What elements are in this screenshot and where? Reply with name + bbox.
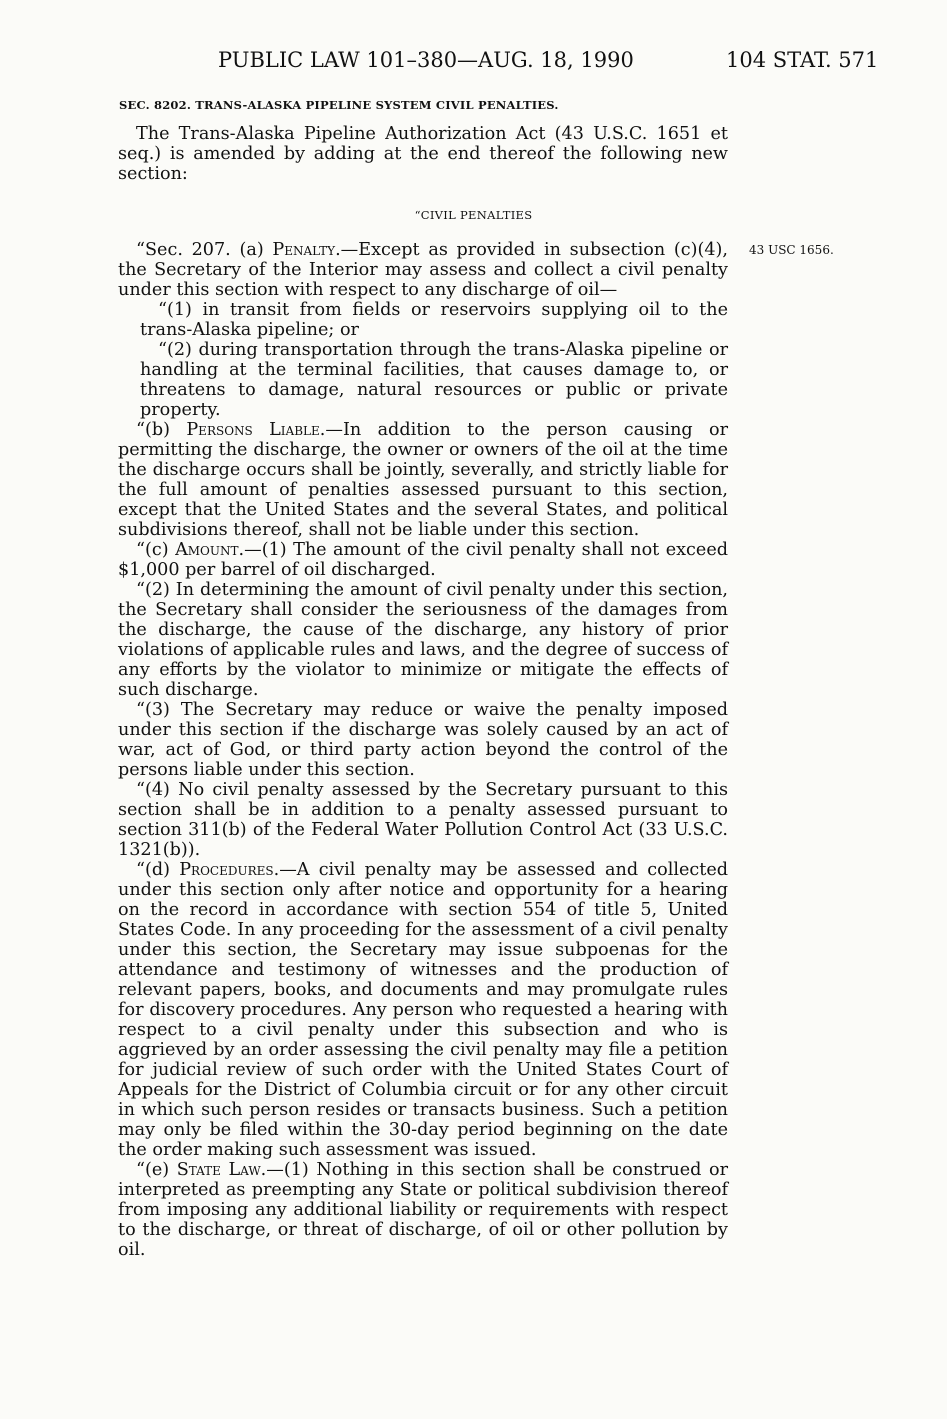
subsection-d-text: —A civil penalty may be assessed and collected under this section only after notice and opportunity for a hearing on the record in accordance with section 554 of title 5, United States Code. In any proceeding for the assessment of a civil penalty under this section, the Secretary may issue subpoenas for the attendance and testimony of witnesses and the production of relevant papers, books, and documents and may promulgate rules for discovery procedures. Any person who requested a hearing with respect to a civil penalty under this subsection and who is aggrieved by an order assessing the civil penalty may file a petition for judicial review of such order with the United States Court of Appeals for the District of Columbia circuit or for any other circuit in which such person resides or transacts business. Such a petition may only be filed within the 30-day period beginning on the date the order making such assessment was issued. — [118, 860, 729, 1160]
civil-penalties-heading: “CIVIL PENALTIES — [414, 208, 533, 222]
subsection-c-heading: Amount. — [175, 540, 245, 560]
paragraph-c4: “(4) No civil penalty assessed by the Secretary pursuant to this section shall be in addition to a penalty assessed pursuant to section 311(b) of the Federal Water Pollution Control Act (33 U.S.C. 1321(b)). — [118, 780, 728, 860]
paragraph-a2: “(2) during transportation through the trans-Alaska pipeline or handling at the terminal facilities, that causes damage to, or threatens to damage, natural resources or public or private property. — [140, 340, 728, 420]
subsection-e-prefix: “(e) — [136, 1160, 177, 1180]
subsection-b-text: —In addition to the person causing or permitting the discharge, the owner or owners of the oil at the time the discharge occurs shall be jointly, severally, and strictly liable for the full amount of penalties assessed pursuant to this section, except that the United States and the several States, and political subdivisions thereof, shall not be liable under this section. — [118, 420, 729, 540]
stat-page-number: 104 STAT. 571 — [726, 48, 879, 72]
subsection-e-text: —(1) Nothing in this section shall be construed or interpreted as preempting any State or political subdivision thereof from imposing any additional liability or requirements with respect to the discharge, or threat of discharge, of oil or other pollution by oil. — [118, 1160, 728, 1260]
law-title: PUBLIC LAW 101–380—AUG. 18, 1990 — [218, 48, 634, 72]
subsection-c-prefix: “(c) — [136, 540, 176, 560]
subsection-a-text: —Except as provided in subsection (c)(4), the Secretary of the Interior may assess and collect a civil penalty under this section with respect to any discharge of oil— — [118, 240, 728, 300]
subsection-b-heading: Persons Liable. — [186, 420, 326, 440]
subsection-b-prefix: “(b) — [136, 420, 187, 440]
subsection-d-heading: Procedures. — [179, 860, 280, 880]
margin-citation: 43 USC 1656. — [749, 243, 834, 257]
subsection-b — [118, 420, 728, 540]
paragraph-c2: “(2) In determining the amount of civil penalty under this section, the Secretary shall consider the seriousness of the damages from the discharge, the cause of the discharge, any history of prior violations of applicable rules and laws, and the degree of success of any efforts by the violator to minimize or mitigate the effects of such discharge. — [118, 580, 728, 700]
sec-label: “Sec. 207. (a) — [136, 240, 273, 260]
subsection-e-heading: State Law. — [176, 1160, 267, 1180]
subsection-d — [118, 860, 728, 1160]
section-heading: SEC. 8202. TRANS-ALASKA PIPELINE SYSTEM CIVIL PENALTIES. — [119, 98, 559, 112]
subsection-a-heading: Penalty. — [272, 240, 341, 260]
paragraph-c3: “(3) The Secretary may reduce or waive the penalty imposed under this section if the discharge was solely caused by an act of war, act of God, or third party action beyond the control of the persons liable under this section. — [118, 700, 728, 780]
section-intro: The Trans-Alaska Pipeline Authorization Act (43 U.S.C. 1651 et seq.) is amended by adding at the end thereof the following new section: — [118, 124, 728, 184]
section-body — [118, 240, 728, 1260]
subsection-e — [118, 1160, 728, 1260]
subsection-c — [118, 540, 728, 580]
subsection-a — [118, 240, 728, 300]
paragraph-a1: “(1) in transit from fields or reservoirs supplying oil to the trans-Alaska pipeline; or — [140, 300, 728, 340]
page-header — [0, 48, 947, 78]
subsection-c-text: —(1) The amount of the civil penalty shall not exceed $1,000 per barrel of oil discharged. — [118, 540, 728, 580]
subsection-d-prefix: “(d) — [136, 860, 180, 880]
